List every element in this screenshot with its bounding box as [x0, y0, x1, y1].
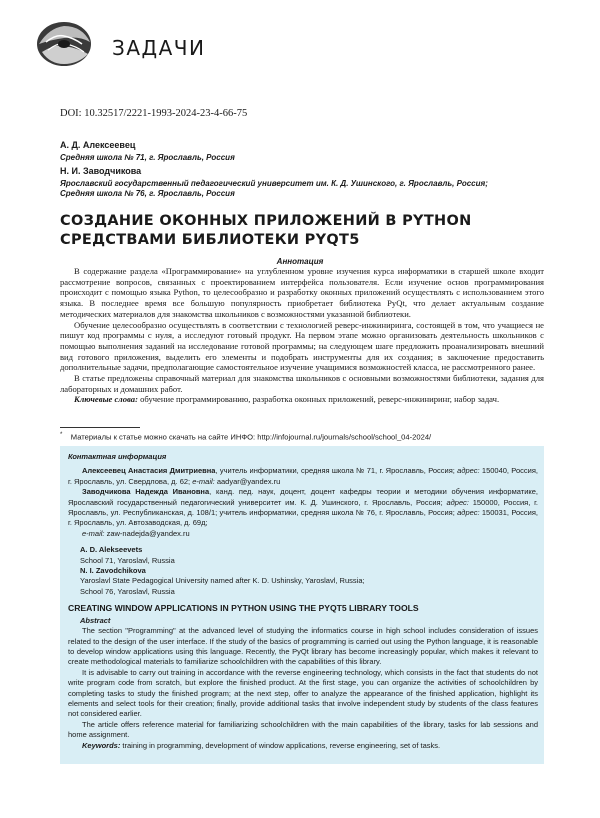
- author-affiliation: Средняя школа № 71, г. Ярославль, Россия: [60, 153, 235, 162]
- abstract-paragraph-en: The section "Programming" at the advanced level of studying the informatics course in high school includes consideration of issues related to the design of the user interface. If the study of the basics of programming is carried out using the Python language, it is reasonable to develop window applications using this language. Recently, the PyQt library has become increasingly popular, which makes it relevant to create methodological materials to familiarize schoolchildren with the capabilities of this library.: [68, 626, 538, 667]
- address-label: адрес:: [457, 508, 480, 518]
- author-name-en: A. D. Alekseevets: [80, 545, 143, 555]
- en-authors: [68, 545, 538, 597]
- keywords-en: [68, 741, 538, 751]
- article-title: [60, 212, 560, 250]
- abstract-paragraph-en: The article offers reference material for familiarizing schoolchildren with the main capabilities of the library, tasks for lab sessions and home assignment.: [68, 719, 538, 740]
- email-label: e-mail:: [82, 528, 105, 538]
- contact-info-box: [60, 446, 544, 764]
- footnote-divider: [60, 427, 140, 428]
- keywords-label: Ключевые слова:: [74, 394, 138, 405]
- author-name: Н. И. Заводчикова: [60, 166, 142, 176]
- contact-heading: Контактная информация: [68, 452, 167, 461]
- abstract-heading-en: Abstract: [80, 615, 111, 625]
- footnote-mark: *: [60, 432, 63, 438]
- contact-paragraph: [68, 466, 538, 487]
- title-line: СОЗДАНИЕ ОКОННЫХ ПРИЛОЖЕНИЙ В PYTHON: [60, 213, 472, 229]
- abstract-ru: [60, 266, 544, 405]
- contact-email: zaw-nadejda@yandex.ru: [104, 528, 190, 538]
- keywords: [60, 394, 544, 405]
- address-label: адрес:: [457, 466, 480, 476]
- contact-paragraph: [68, 487, 538, 529]
- author-affiliation: Ярославский государственный педагогический университет им. К. Д. Ушинского, г. Ярославль, Россия;: [60, 179, 488, 188]
- footnote-text: Материалы к статье можно скачать на сайте ИНФО: http://infojournal.ru/journals/school/school_04-2024/: [70, 432, 432, 442]
- email-label: e-mail:: [192, 476, 215, 486]
- author-affiliation-en: Yaroslavl State Pedagogical University named after K. D. Ushinsky, Yaroslavl, Russia;: [80, 576, 365, 586]
- contact-text: 150040, Россия, г. Ярославль, ул. Свердлова, д. 62;: [68, 466, 538, 486]
- article-title-en: CREATING WINDOW APPLICATIONS IN PYTHON USING THE PYQT5 LIBRARY TOOLS: [68, 603, 419, 614]
- abstract-paragraph: В статье предложены справочный материал для знакомства школьников с основными возможностями библиотеки, задания для лабораторных и домашних работ.: [60, 373, 544, 394]
- contact-text: , учитель информатики, средняя школа № 71, г. Ярославль, Россия;: [215, 466, 458, 476]
- abstract-paragraph-en: It is advisable to carry out training in accordance with the reverse engineering technology, which consists in the fact that students do not write program code from scratch, but explore the finished product. At the first stage, you can organize the activities of schoolchildren by completing tasks to study the finished program; at the next step, offer to analyze the appearance of the finished application, highlight its elements and select tools for their creation; finally, provide additional tasks that involve independent study by students of the class features not considered earlier.: [68, 667, 538, 719]
- contact-paragraph: [68, 529, 538, 539]
- keywords-text-en: training in programming, development of window applications, reverse engineering, set of tasks.: [120, 740, 441, 750]
- abstract-heading: Аннотация: [276, 257, 324, 266]
- contact-text: 150000, Россия, г. Ярославль, ул. Республиканская, д. 108/1; учитель информатики, средняя школа № 76, г. Ярославль, Россия;: [68, 497, 538, 518]
- contact-email: aadyar@yandex.ru: [214, 476, 281, 486]
- abstract-paragraph: В содержание раздела «Программирование» на углубленном уровне изучения курса информатики в старшей школе входит рассмотрение вопросов, связанных с проектированием интерфейса пользователя. Если изучение основ программирования происходит с помощью языка Python, то целесообразно и разработку оконных приложений осуществлять с использованием этого языка. В последнее время все большую популярность приобретает библиотека PyQt, что делает актуальным создание методических материалов для знакомства школьников с возможностями указанной библиотеки.: [60, 266, 544, 319]
- author-name: А. Д. Алексеевец: [60, 140, 136, 150]
- title-line: СРЕДСТВАМИ БИБЛИОТЕКИ PYQT5: [60, 232, 360, 248]
- author-affiliation-en: School 76, Yaroslavl, Russia: [80, 586, 175, 596]
- contact-text: 150031, Россия, г. Ярославль, ул. Автозаводская, д. 69д;: [68, 508, 538, 528]
- keywords-label-en: Keywords:: [82, 740, 121, 750]
- keywords-text: обучение программированию, разработка оконных приложений, реверс-инжиниринг, набор задач.: [137, 394, 500, 405]
- footnote: [60, 432, 431, 442]
- author-name-en: N. I. Zavodchikova: [80, 566, 146, 576]
- journal-logo-icon: [34, 14, 94, 74]
- address-label: адрес:: [446, 497, 469, 507]
- contact-name: Заводчикова Надежда Ивановна: [82, 487, 210, 497]
- author-affiliation: Средняя школа № 76, г. Ярославль, Россия: [60, 189, 235, 198]
- section-title: ЗАДАЧИ: [112, 36, 206, 60]
- doi: DOI: 10.32517/2221-1993-2024-23-4-66-75: [60, 108, 248, 119]
- author-affiliation-en: School 71, Yaroslavl, Russia: [80, 555, 175, 565]
- contact-text: , канд. пед. наук, доцент, доцент кафедры теории и методики обучения информатике, Ярославский государственный педагогический университет им. К. Д. Ушинского, г. Ярославль, Россия;: [68, 487, 539, 507]
- contact-name: Алексеевец Анастасия Дмитриевна: [82, 466, 216, 476]
- abstract-paragraph: Обучение целесообразно осуществлять в соответствии с технологией реверс-инжиниринга, состоящей в том, что учащиеся не пишут код программы с нуля, а исследуют готовый продукт. На первом этапе можно организовать деятельность школьников с помощью выполнения заданий на исследование готовой программы; на следующем шаге предложить проанализировать внешний вид готового приложения, выделить его элементы и подобрать инструменты для их создания; в заключение предоставить дополнительные задачи, предполагающие самостоятельное изучение учащимися возможностей класса, не рассмотренного ранее.: [60, 319, 544, 373]
